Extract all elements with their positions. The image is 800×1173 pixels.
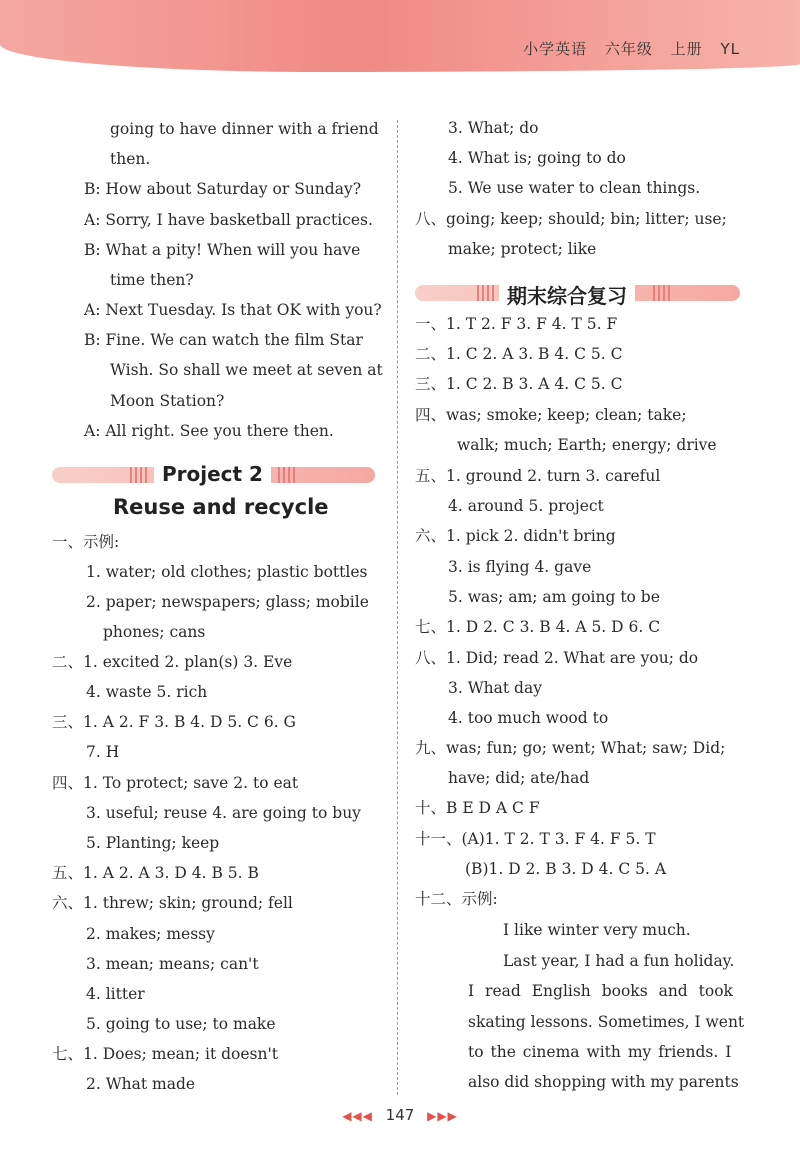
answer-line: 4. too much wood to xyxy=(448,709,609,727)
answer-line: have; did; ate/had xyxy=(448,769,590,787)
dialogue-line: time then? xyxy=(110,271,194,289)
book-volume: 上册 xyxy=(670,40,703,58)
answer-line: 十、B E D A C F xyxy=(415,799,540,817)
answer-line: 二、1. C 2. A 3. B 4. C 5. C xyxy=(415,345,623,363)
answer-line: 4. What is; going to do xyxy=(448,149,626,167)
answer-line: 十一、(A)1. T 2. T 3. F 4. F 5. T xyxy=(415,830,656,848)
essay-line: skating lessons. Sometimes, I went xyxy=(468,1013,745,1031)
answer-line: 3. mean; means; can't xyxy=(86,955,259,973)
dialogue-line: B: How about Saturday or Sunday? xyxy=(84,180,362,198)
dialogue-line: A: Next Tuesday. Is that OK with you? xyxy=(84,301,382,319)
answer-line: 五、1. A 2. A 3. D 4. B 5. B xyxy=(52,864,259,882)
answer-line: 5. We use water to clean things. xyxy=(448,179,701,197)
dialogue-line: A: Sorry, I have basketball practices. xyxy=(84,211,373,229)
answer-line: 六、1. pick 2. didn't bring xyxy=(415,527,616,545)
answer-line: 七、1. D 2. C 3. B 4. A 5. D 6. C xyxy=(415,618,661,636)
answer-line: 3. is flying 4. gave xyxy=(448,558,592,576)
answer-line: 7. H xyxy=(86,743,120,761)
answer-line: 4. waste 5. rich xyxy=(86,683,208,701)
dialogue-line: going to have dinner with a friend xyxy=(110,120,379,138)
answer-line: walk; much; Earth; energy; drive xyxy=(457,436,717,454)
review-title: 期末综合复习 xyxy=(499,280,635,309)
answer-line: 七、1. Does; mean; it doesn't xyxy=(52,1045,278,1063)
answer-line: 九、was; fun; go; went; What; saw; Did; xyxy=(415,739,726,757)
essay-line: I like winter very much. xyxy=(503,921,691,939)
answer-line: 八、1. Did; read 2. What are you; do xyxy=(415,649,699,667)
answer-line: phones; cans xyxy=(103,623,206,641)
left-arrows-icon: ◀◀◀ xyxy=(342,1109,373,1123)
answer-line: 三、1. A 2. F 3. B 4. D 5. C 6. G xyxy=(52,713,296,731)
answer-line: 2. What made xyxy=(86,1075,196,1093)
page-number: 147 xyxy=(385,1106,415,1124)
answer-line: 六、1. threw; skin; ground; fell xyxy=(52,894,293,912)
book-grade: 六年级 xyxy=(604,40,653,58)
answer-line: 5. Planting; keep xyxy=(86,834,220,852)
essay-line: Last year, I had a fun holiday. xyxy=(503,952,735,970)
answer-line: 一、示例: xyxy=(52,533,120,551)
answer-line: 3. useful; reuse 4. are going to buy xyxy=(86,804,361,822)
dialogue-line: B: What a pity! When will you have xyxy=(84,241,361,259)
answer-line: 4. litter xyxy=(86,985,145,1003)
column-divider xyxy=(397,120,398,1095)
review-bars-left xyxy=(477,285,494,301)
answer-line: 5. was; am; am going to be xyxy=(448,588,660,606)
answer-line: 1. water; old clothes; plastic bottles xyxy=(86,563,368,581)
page-footer xyxy=(0,1106,800,1124)
answer-line: 3. What day xyxy=(448,679,542,697)
answer-line: 八、going; keep; should; bin; litter; use; xyxy=(415,210,727,228)
title-bars-right xyxy=(278,467,295,483)
dialogue-line: Wish. So shall we meet at seven at xyxy=(110,361,383,379)
dialogue-line: Moon Station? xyxy=(110,392,225,410)
essay-line: I read English books and took xyxy=(468,982,733,1000)
book-info xyxy=(511,38,740,59)
answer-line: 2. paper; newspapers; glass; mobile xyxy=(86,593,369,611)
essay-line: also did shopping with my parents xyxy=(468,1073,739,1091)
answer-line: 三、1. C 2. B 3. A 4. C 5. C xyxy=(415,375,623,393)
answer-line: 四、1. To protect; save 2. to eat xyxy=(52,774,299,792)
review-bars-right xyxy=(653,285,670,301)
project-title: Project 2 xyxy=(154,462,271,486)
project-subtitle: Reuse and recycle xyxy=(113,495,329,519)
answer-line: 一、1. T 2. F 3. F 4. T 5. F xyxy=(415,315,618,333)
answer-line: 3. What; do xyxy=(448,119,539,137)
answer-line: 5. going to use; to make xyxy=(86,1015,276,1033)
dialogue-line: A: All right. See you there then. xyxy=(84,422,334,440)
right-arrows-icon: ▶▶▶ xyxy=(427,1109,458,1123)
essay-line: to the cinema with my friends. I xyxy=(468,1043,732,1061)
header-band xyxy=(0,0,800,72)
book-edition: YL xyxy=(720,40,740,58)
title-bars-left xyxy=(130,467,147,483)
dialogue-line: then. xyxy=(110,150,151,168)
answer-line: 4. around 5. project xyxy=(448,497,604,515)
answer-line: 四、was; smoke; keep; clean; take; xyxy=(415,406,687,424)
answer-line: 十二、示例: xyxy=(415,890,498,908)
answer-line: 2. makes; messy xyxy=(86,925,215,943)
book-subject: 小学英语 xyxy=(523,40,588,58)
answer-line: 二、1. excited 2. plan(s) 3. Eve xyxy=(52,653,293,671)
dialogue-line: B: Fine. We can watch the film Star xyxy=(84,331,363,349)
answer-line: (B)1. D 2. B 3. D 4. C 5. A xyxy=(465,860,667,878)
answer-line: make; protect; like xyxy=(448,240,597,258)
answer-line: 五、1. ground 2. turn 3. careful xyxy=(415,467,661,485)
